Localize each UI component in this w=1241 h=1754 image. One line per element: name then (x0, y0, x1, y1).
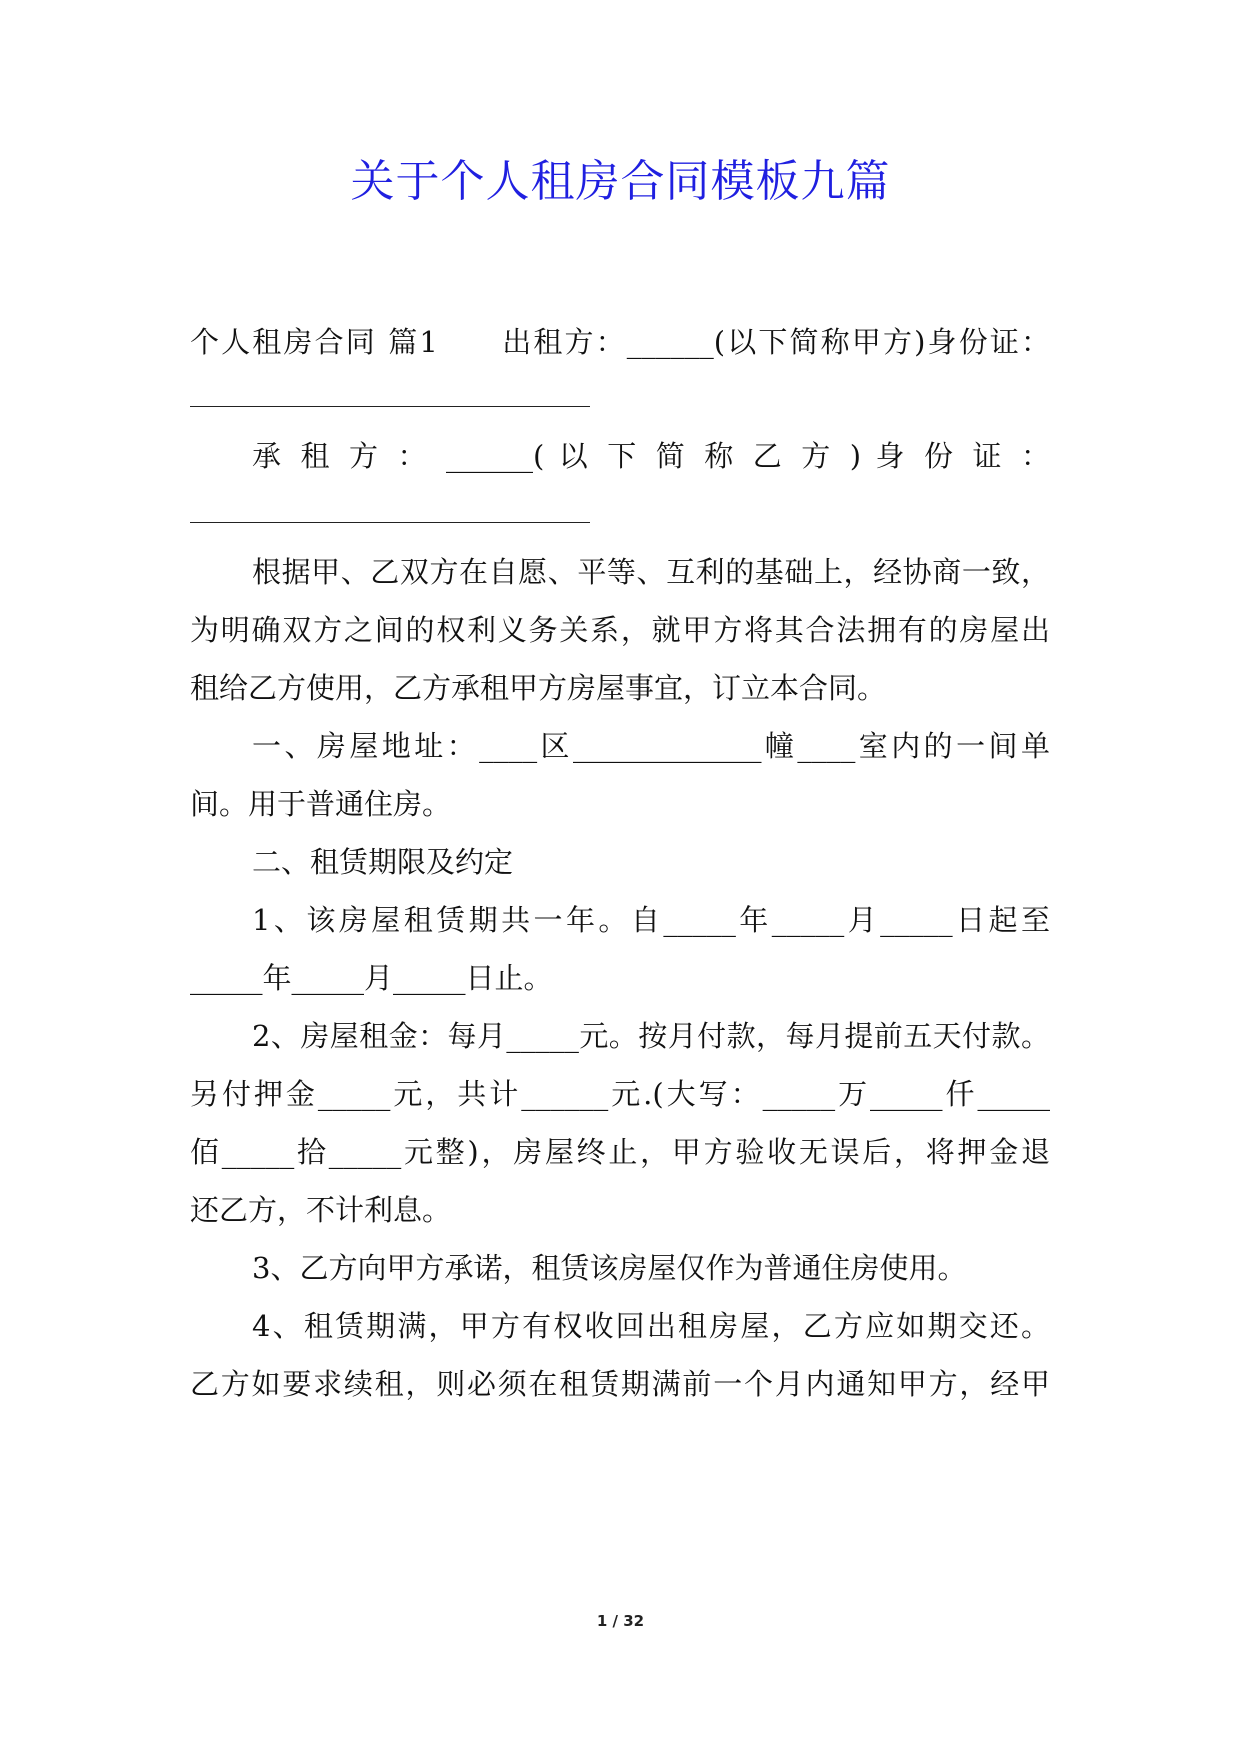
contract-line-5: 租给乙方使用，乙方承租甲方房屋事宜，订立本合同。 (190, 671, 887, 705)
contract-line-14: 还乙方，不计利息。 (190, 1193, 452, 1227)
contract-line-7: 间。用于普通住房。 (190, 787, 452, 821)
contract-line-2: 承 租 方 ： ______( 以 下 简 称 乙 方 ) 身 份 证 ： (252, 439, 1050, 473)
contract-line-12: 另付押金_____元，共计______元.(大写：_____万_____仟_____ (190, 1077, 1050, 1111)
contract-line-13: 佰_____拾_____元整)，房屋终止，甲方验收无误后，将押金退 (190, 1135, 1050, 1169)
contract-line-6: 一、房屋地址：____区_____________幢____室内的一间单 (252, 729, 1050, 763)
contract-line-1: 个人租房合同 篇1 出租方：______(以下简称甲方)身份证： (190, 325, 1050, 359)
contract-line-3: 根据甲、乙双方在自愿、平等、互利的基础上，经协商一致， (252, 555, 1050, 589)
contract-line-10: _____年_____月_____日止。 (190, 961, 553, 995)
contract-line-8: 二、租赁期限及约定 (252, 845, 514, 879)
blank-rule-2 (190, 522, 590, 523)
document-title: 关于个人租房合同模板九篇 (350, 156, 891, 207)
contract-line-9: 1、该房屋租赁期共一年。自_____年_____月_____日起至 (252, 903, 1050, 937)
contract-line-17: 乙方如要求续租，则必须在租赁期满前一个月内通知甲方，经甲 (190, 1367, 1050, 1401)
contract-line-11: 2、房屋租金：每月_____元。按月付款，每月提前五天付款。 (252, 1019, 1050, 1053)
page-number: 1 / 32 (596, 1612, 645, 1630)
contract-line-16: 4、租赁期满，甲方有权收回出租房屋，乙方应如期交还。 (252, 1309, 1050, 1343)
contract-line-4: 为明确双方之间的权利义务关系，就甲方将其合法拥有的房屋出 (190, 613, 1050, 647)
contract-line-15: 3、乙方向甲方承诺，租赁该房屋仅作为普通住房使用。 (252, 1251, 967, 1285)
blank-rule-1 (190, 406, 590, 407)
